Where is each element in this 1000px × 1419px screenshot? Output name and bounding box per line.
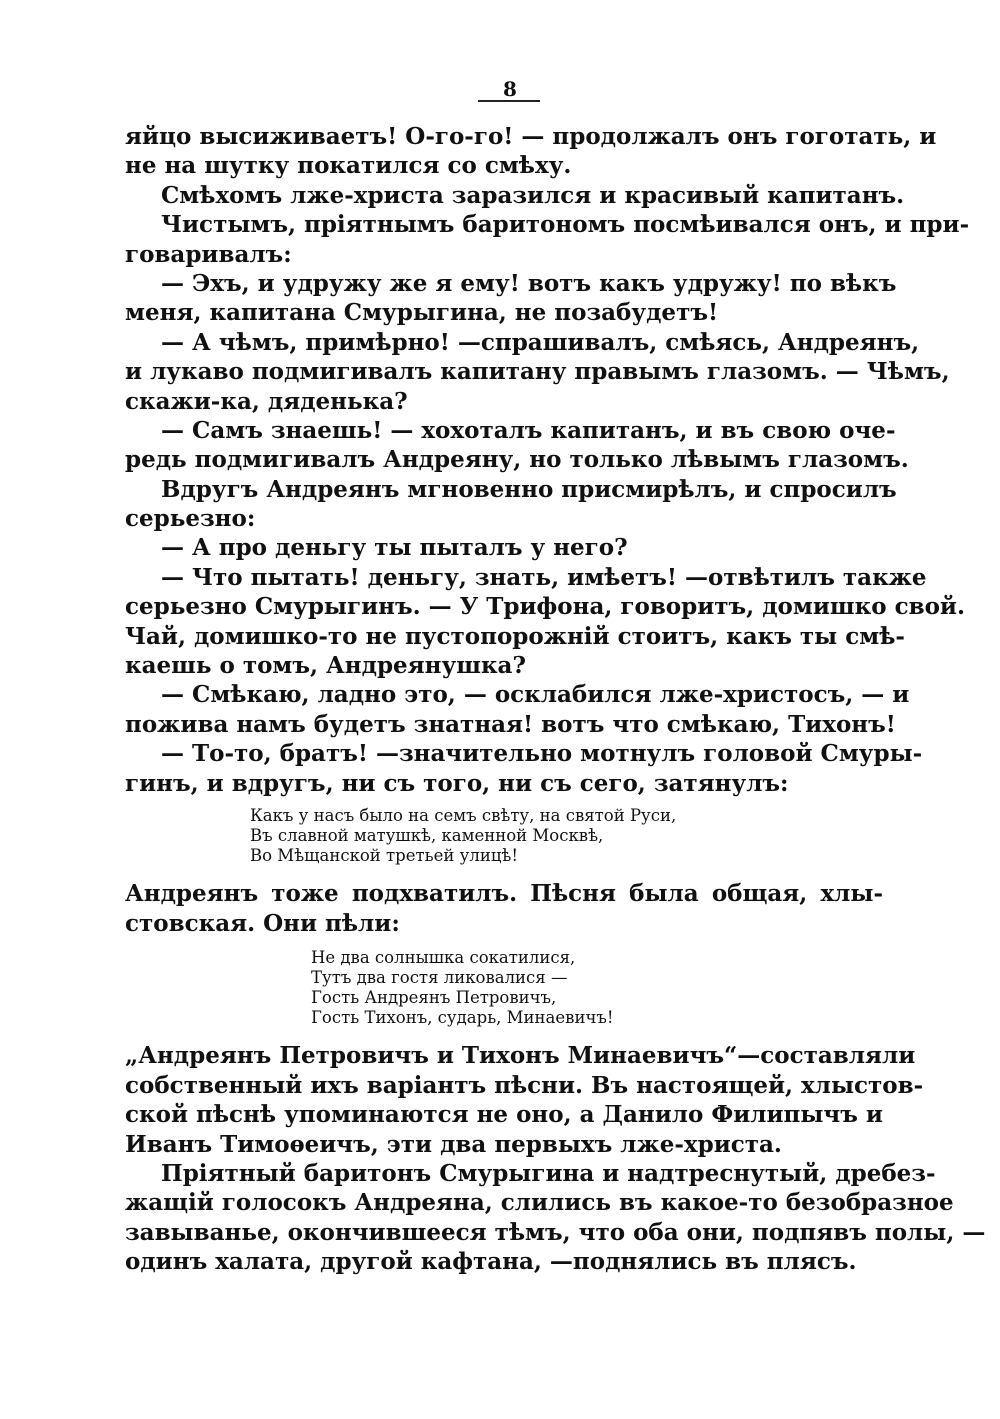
text-line: яйцо высиживаетъ! О-го-го! — продолжалъ онъ гоготать, и (125, 123, 937, 150)
text-line: стовская. Они пѣли: (125, 909, 400, 937)
paragraph (125, 122, 937, 181)
text-line: скажи-ка, дяденька? (125, 387, 408, 415)
paragraph (125, 475, 897, 534)
text-line: — Самъ знаешь! — хохоталъ капитанъ, и въ свою оче- (161, 416, 896, 444)
paragraph (125, 269, 897, 328)
verse-line: Гость Тихонъ, сударь, Минаевичъ! (311, 1007, 614, 1027)
text-line: редь подмигивалъ Андреяну, но только лѣвымъ глазомъ. (125, 446, 909, 474)
text-line: гинъ, и вдругъ, ни съ того, ни съ сего, затянулъ: (125, 769, 789, 797)
text-line: — А чѣмъ, примѣрно! —спрашивалъ, смѣясь, Андреянъ, (161, 328, 920, 356)
verse-line: Въ славной матушкѣ, каменной Москвѣ, (250, 825, 604, 845)
verse-line: Какъ у насъ было на семъ свѣту, на святой Руси, (250, 805, 677, 825)
paragraph (125, 739, 923, 798)
paragraph (125, 328, 950, 416)
text-line: — А про деньгу ты пыталъ у него? (161, 534, 628, 562)
text-line: — Смѣкаю, ладно это, — осклабился лже-христосъ, — и (161, 681, 910, 709)
paragraph (125, 210, 970, 269)
text-line: Вдругъ Андреянъ мгновенно присмирѣлъ, и спросилъ (161, 475, 897, 503)
paragraph (125, 1159, 986, 1277)
text-line: серьезно Смурыгинъ. — У Трифона, говоритъ, домишко свой. (125, 593, 965, 621)
text-line: не на шутку покатился со смѣху. (125, 152, 572, 180)
verse-line: Гость Андреянъ Петровичъ, (311, 987, 557, 1007)
paragraph (125, 181, 905, 210)
text-line: Андреянъ тоже подхватилъ. Пѣсня была общая, хлы- (125, 880, 883, 908)
text-line: каешь о томъ, Андреянушка? (125, 652, 526, 680)
text-line: и лукаво подмигивалъ капитану правымъ глазомъ. — Чѣмъ, (125, 358, 950, 386)
verse-line: Тутъ два гостя ликовалися — (311, 967, 568, 987)
text-line: — Что пытать! деньгу, знать, имѣетъ! —отвѣтилъ также (161, 563, 927, 591)
body-text (125, 122, 986, 1276)
text-line: Смѣхомъ лже-христа заразился и красивый капитанъ. (161, 181, 905, 209)
paragraph (125, 1041, 924, 1159)
paragraph (125, 879, 883, 938)
paragraph (125, 416, 909, 475)
text-line: — Эхъ, и удружу же я ему! вотъ какъ удружу! по вѣкъ (161, 269, 897, 297)
text-line: собственный ихъ варіантъ пѣсни. Въ настоящей, хлыстов- (125, 1071, 924, 1099)
text-line: Чистымъ, пріятнымъ баритономъ посмѣивался онъ, и при- (161, 211, 970, 239)
text-line: пожива намъ будетъ знатная! вотъ что смѣкаю, Тихонъ! (125, 710, 896, 738)
verse-line: Во Мѣщанской третьей улицѣ! (250, 845, 519, 865)
song-verse (250, 806, 883, 865)
verse-line: Не два солнышка сокатилися, (311, 948, 576, 968)
text-line: одинъ халата, другой кафтана, —поднялись въ плясъ. (125, 1248, 857, 1276)
text-line: ской пѣснѣ упоминаются не оно, а Данило Филипычъ и (125, 1101, 883, 1129)
paragraph (125, 680, 910, 739)
text-line: завыванье, окончившееся тѣмъ, что оба они, подпявъ полы, — (125, 1218, 986, 1246)
text-line: серьезно: (125, 505, 256, 533)
page-number: 8 (503, 77, 517, 101)
text-line: говаривалъ: (125, 240, 292, 268)
paragraph (125, 563, 965, 681)
text-line: Чай, домишко-то не пустопорожній стоитъ, какъ ты смѣ- (125, 622, 905, 650)
text-line: меня, капитана Смурыгина, не позабудетъ! (125, 299, 719, 327)
paragraph (125, 533, 883, 562)
text-line: Пріятный баритонъ Смурыгина и надтреснутый, дребез- (161, 1159, 936, 1187)
text-line: Иванъ Тимоѳеичъ, эти два первыхъ лже-христа. (125, 1130, 782, 1158)
text-line: „Андреянъ Петровичъ и Тихонъ Минаевичъ“—составляли (125, 1042, 916, 1070)
song-verse (311, 948, 883, 1027)
text-line: жащій голосокъ Андреяна, слились въ какое-то безобразное (125, 1189, 954, 1217)
text-line: — То-то, братъ! —значительно мотнулъ головой Смуры- (161, 740, 923, 768)
page-number-ornament (478, 100, 540, 102)
